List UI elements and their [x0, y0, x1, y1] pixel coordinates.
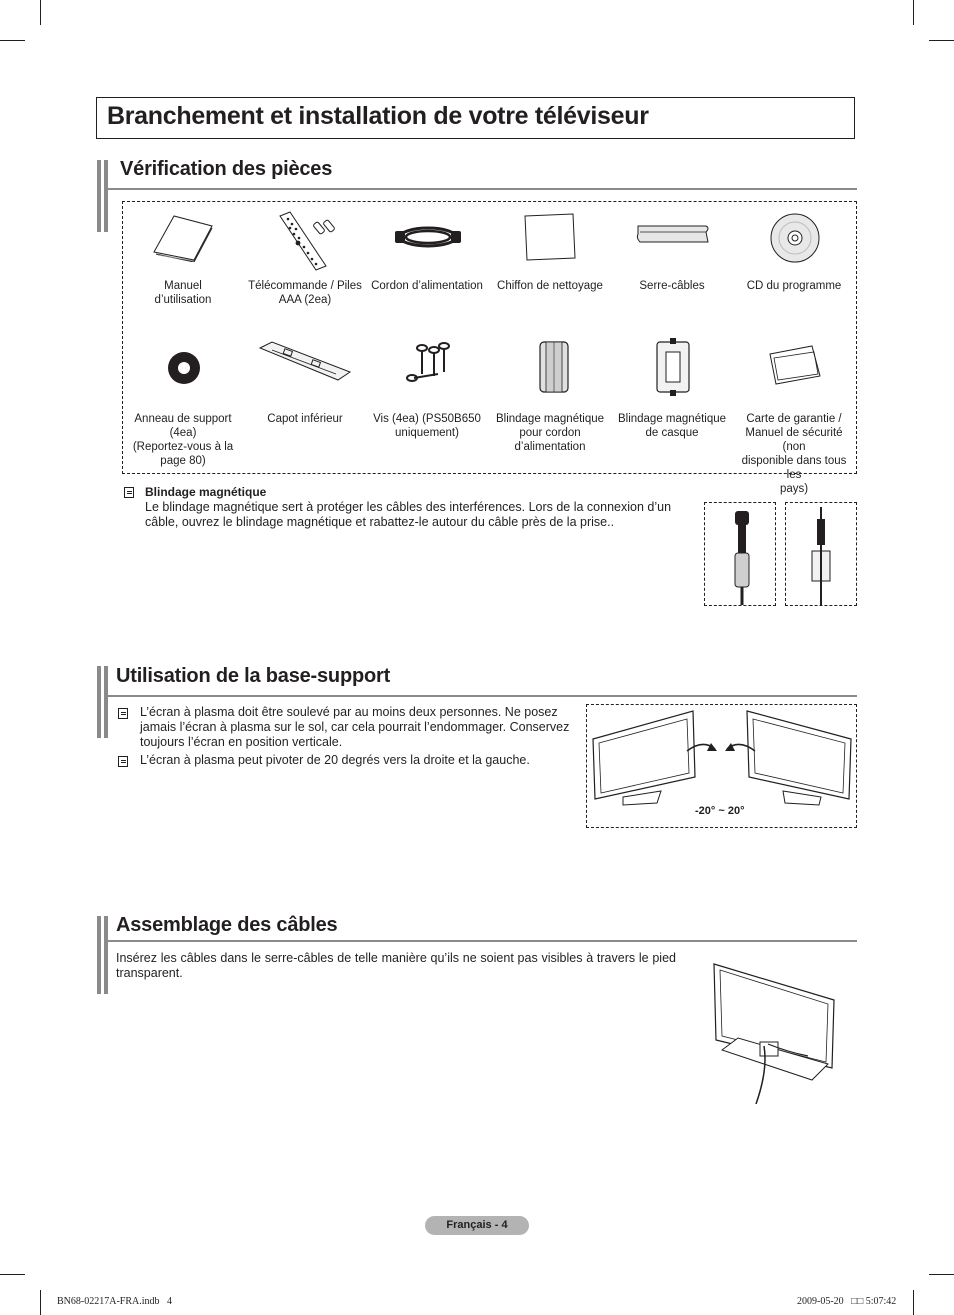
- cable-holder-icon: [634, 222, 712, 246]
- part-label: Serre-câbles: [639, 280, 705, 292]
- part-label: Anneau de support (4ea) (Reportez-vous à la page 80): [132, 413, 234, 467]
- part-label: Cordon d’alimentation: [371, 280, 483, 292]
- part-label: Blindage magnétique de casque: [617, 413, 727, 439]
- crop-mark: [0, 1274, 25, 1275]
- note-text: L’écran à plasma peut pivoter de 20 degrés vers la droite et la gauche.: [140, 753, 530, 767]
- part-label: Carte de garantie / Manuel de sécurité (non disponible dans tous les pays): [741, 413, 847, 495]
- section-bar: [97, 916, 101, 994]
- bottom-cover-icon: [258, 340, 352, 384]
- warranty-card-icon: [768, 344, 822, 386]
- note-icon: [118, 708, 128, 719]
- page-title-box: [96, 97, 855, 139]
- cables-text: Insérez les câbles dans le serre-câbles de telle manière qu’ils ne soient pas visibles à travers le pied transparent.: [116, 951, 676, 980]
- imprint-left: BN68-02217A-FRA.indb 4: [57, 1296, 173, 1307]
- note-title: Blindage magnétique: [145, 485, 267, 499]
- part-label: Manuel d’utilisation: [154, 280, 212, 306]
- section-rule: [108, 188, 857, 190]
- ferrite-headphone-illustration: [785, 502, 857, 606]
- part-label: Télécommande / Piles AAA (2ea): [248, 280, 362, 306]
- imprint-right: 2009-05-20 □□ 5:07:42: [797, 1296, 897, 1307]
- rotation-label: -20° ~ 20°: [695, 805, 745, 817]
- ferrite-power-drawing: [705, 503, 775, 605]
- note-text: L’écran à plasma doit être soulevé par au moins deux personnes. Ne posez jamais l’écran à plasma sur le sol, car cela pourrait l’endommager. Conservez toujours l’écran en position verticale.: [140, 705, 570, 749]
- part-label: CD du programme: [746, 280, 842, 292]
- cd-icon: [769, 212, 821, 264]
- part-label: Vis (4ea) (PS50B650 uniquement): [373, 413, 481, 439]
- section-bar: [104, 666, 108, 738]
- part-label: Chiffon de nettoyage: [497, 280, 603, 292]
- section-title-cables: Assemblage des câbles: [116, 914, 338, 936]
- section-bar: [97, 160, 101, 232]
- crop-mark: [0, 40, 25, 41]
- manual-icon: [150, 212, 216, 262]
- ferrite-headphone-drawing: [786, 503, 856, 605]
- ferrite-core-headphone-icon: [654, 338, 692, 396]
- cleaning-cloth-icon: [523, 212, 577, 262]
- page-title: Branchement et installation de votre téléviseur: [107, 102, 649, 130]
- ferrite-core-power-icon: [537, 338, 571, 396]
- power-cord-icon: [393, 222, 463, 252]
- crop-mark: [40, 0, 41, 25]
- section-rule: [108, 940, 857, 942]
- section-bar: [104, 916, 108, 994]
- holder-ring-icon: [166, 350, 202, 386]
- remote-control-icon: [276, 210, 344, 272]
- note-text: Le blindage magnétique sert à protéger les câbles des interférences. Lors de la connexion d’un câble, ouvrez le blindage magnétique et rabattez-le autour du câble près de la prise..: [145, 500, 672, 529]
- crop-mark: [913, 0, 914, 25]
- section-rule: [108, 695, 857, 697]
- section-bar: [104, 160, 108, 232]
- note-icon: [124, 487, 134, 498]
- note-icon: [118, 756, 128, 767]
- section-title-base-support: Utilisation de la base-support: [116, 665, 391, 687]
- tv-back-cable-drawing: [708, 960, 840, 1104]
- crop-mark: [929, 40, 954, 41]
- ferrite-power-illustration: [704, 502, 776, 606]
- crop-mark: [929, 1274, 954, 1275]
- crop-mark: [40, 1290, 41, 1315]
- screws-icon: [398, 340, 456, 392]
- rotation-illustration: [586, 704, 857, 828]
- crop-mark: [913, 1290, 914, 1315]
- section-title-verification: Vérification des pièces: [120, 158, 333, 180]
- page-number-badge: Français - 4: [425, 1216, 529, 1235]
- part-label: Blindage magnétique pour cordon d’alimentation: [495, 413, 605, 453]
- section-bar: [97, 666, 101, 738]
- part-label: Capot inférieur: [267, 413, 343, 425]
